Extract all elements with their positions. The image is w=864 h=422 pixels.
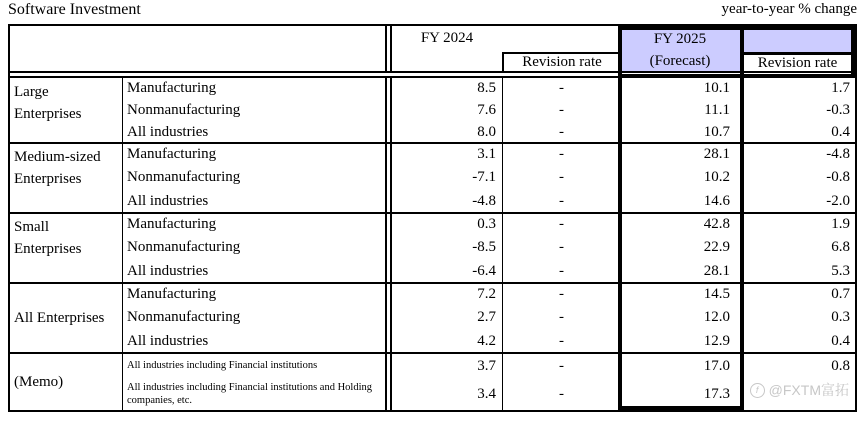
fy2024-value: 4.2 bbox=[477, 332, 496, 349]
fy2024-value: -6.4 bbox=[472, 262, 496, 279]
header-fy2024: FY 2024 bbox=[420, 30, 474, 46]
industry-cell bbox=[122, 283, 385, 353]
industry-label: Nonmanufacturing bbox=[127, 102, 241, 118]
fy2024-revision-value: - bbox=[559, 239, 564, 256]
fy2024-values bbox=[392, 78, 502, 143]
fy2025-revision-value: -2.0 bbox=[826, 192, 850, 209]
fy2024-value: 3.4 bbox=[477, 386, 496, 403]
fy2025-forecast-values bbox=[620, 213, 740, 283]
fy2024-revision-value: - bbox=[559, 357, 564, 374]
fy2025-revision-value: 6.8 bbox=[831, 239, 850, 256]
industry-label: All industries bbox=[127, 262, 209, 279]
fy2024-values bbox=[392, 353, 502, 410]
fy2025-revision-value: 0.3 bbox=[831, 309, 850, 326]
industry-cell bbox=[122, 143, 385, 213]
fy2024-revision-value: - bbox=[559, 262, 564, 279]
fy2025-forecast-value: 14.5 bbox=[703, 286, 730, 303]
horizontal-double-rule bbox=[10, 71, 855, 78]
fy2024-revision-value: - bbox=[559, 216, 564, 233]
fy2024-revision-value: - bbox=[559, 80, 564, 97]
fy2024-value: 8.0 bbox=[477, 123, 496, 140]
fy2025-revision-value: -0.3 bbox=[826, 102, 850, 118]
header-revision-rate-fy2025: Revision rate bbox=[740, 52, 855, 71]
unit-note: year-to-year % change bbox=[721, 1, 857, 17]
fy2025-revision-value: 0.8 bbox=[831, 357, 850, 374]
header-revision-rate-fy2024: Revision rate bbox=[502, 52, 620, 71]
fy2025-revision-value: 0.4 bbox=[831, 123, 850, 140]
fy2025-revision-values bbox=[740, 143, 855, 213]
group-label-all: All Enterprises bbox=[14, 310, 105, 326]
fy2024-revision-values bbox=[502, 213, 620, 283]
header-fy2024-spacer bbox=[502, 26, 620, 52]
fy2024-revision-value: - bbox=[559, 192, 564, 209]
fy2025-forecast-value: 42.8 bbox=[703, 216, 730, 233]
fy2025-forecast-value: 28.1 bbox=[703, 146, 730, 163]
fy2025-forecast-value: 14.6 bbox=[703, 192, 730, 209]
fy2024-value: -4.8 bbox=[472, 192, 496, 209]
memo-industry-label: All industries including Financial institutions and Holding companies, etc. bbox=[127, 382, 372, 406]
fy2025-forecast-values bbox=[620, 353, 740, 410]
group-separator bbox=[10, 212, 855, 214]
group-label-large: Large Enterprises bbox=[14, 84, 82, 122]
fy2025-revision-value: 1.9 bbox=[831, 216, 850, 233]
header-empty-cell bbox=[10, 26, 385, 71]
fy2024-revision-values bbox=[502, 283, 620, 353]
fy2025-forecast-value: 12.0 bbox=[703, 309, 730, 326]
industry-label: Manufacturing bbox=[127, 146, 217, 163]
industry-label: All industries bbox=[127, 192, 209, 209]
fy2024-revision-value: - bbox=[559, 386, 564, 403]
page-title: Software Investment bbox=[8, 1, 141, 18]
fxtm-logo-icon: f bbox=[750, 383, 765, 398]
group-label-small: Small Enterprises bbox=[14, 219, 82, 257]
fy2024-values bbox=[392, 213, 502, 283]
group-label-medium: Medium-sized Enterprises bbox=[14, 149, 101, 187]
watermark-text: @FXTM富拓 bbox=[768, 382, 849, 398]
industry-cell-memo bbox=[122, 353, 385, 410]
fy2024-value: -8.5 bbox=[472, 239, 496, 256]
fy2025-forecast-value: 11.1 bbox=[704, 102, 730, 118]
fy2025-revision-value: 5.3 bbox=[831, 262, 850, 279]
fy2024-value: 7.2 bbox=[477, 286, 496, 303]
group-separator bbox=[10, 352, 855, 354]
fy2024-revision-values bbox=[502, 353, 620, 410]
fy2024-value: 3.7 bbox=[477, 357, 496, 374]
fy2025-forecast-value: 10.7 bbox=[703, 123, 730, 140]
industry-label: All industries bbox=[127, 123, 209, 140]
industry-cell bbox=[122, 213, 385, 283]
software-investment-table bbox=[8, 24, 857, 412]
industry-label: Manufacturing bbox=[127, 286, 217, 303]
fy2025-revision-values bbox=[740, 283, 855, 353]
fy2025-revision-value: -0.8 bbox=[826, 169, 850, 186]
group-separator bbox=[10, 282, 855, 284]
fy2025-forecast-value: 10.1 bbox=[703, 80, 730, 97]
fy2024-values bbox=[392, 283, 502, 353]
header-fy2025-extension bbox=[740, 26, 855, 52]
fy2024-revision-values bbox=[502, 78, 620, 143]
fy2025-revision-value: -4.8 bbox=[826, 146, 850, 163]
fy2024-revision-value: - bbox=[559, 123, 564, 140]
fy2025-forecast-value: 12.9 bbox=[703, 332, 730, 349]
industry-cell bbox=[122, 78, 385, 143]
fy2024-revision-value: - bbox=[559, 332, 564, 349]
fy2024-revision-values bbox=[502, 143, 620, 213]
fy2024-value: 2.7 bbox=[477, 309, 496, 326]
fy2024-value: -7.1 bbox=[472, 169, 496, 186]
group-label-memo: (Memo) bbox=[14, 373, 64, 390]
fy2024-revision-value: - bbox=[559, 309, 564, 326]
fy2024-value: 3.1 bbox=[477, 146, 496, 163]
group-separator bbox=[10, 142, 855, 144]
fy2025-revision-value: 0.4 bbox=[831, 332, 850, 349]
fy2025-forecast-values bbox=[620, 143, 740, 213]
industry-label: Nonmanufacturing bbox=[127, 239, 241, 256]
header-forecast: (Forecast) bbox=[620, 52, 740, 71]
fy2025-revision-values bbox=[740, 213, 855, 283]
fy2024-value: 7.6 bbox=[477, 102, 496, 118]
memo-industry-label: All industries including Financial institutions bbox=[127, 360, 318, 371]
fy2025-revision-value: 1.7 bbox=[831, 80, 850, 97]
fy2025-forecast-value: 10.2 bbox=[703, 169, 730, 186]
industry-label: Manufacturing bbox=[127, 216, 217, 233]
fy2025-revision-values bbox=[740, 78, 855, 143]
industry-label: All industries bbox=[127, 332, 209, 349]
fy2024-value: 8.5 bbox=[477, 80, 496, 97]
fy2025-forecast-values bbox=[620, 78, 740, 143]
industry-label: Nonmanufacturing bbox=[127, 169, 241, 186]
header-fy2025: FY 2025 bbox=[620, 26, 740, 52]
watermark bbox=[750, 380, 849, 400]
fy2024-revision-value: - bbox=[559, 102, 564, 118]
fy2024-revision-value: - bbox=[559, 146, 564, 163]
fy2025-forecast-value: 17.0 bbox=[703, 357, 730, 374]
fy2025-revision-value: 0.7 bbox=[831, 286, 850, 303]
fy2025-forecast-value: 22.9 bbox=[703, 239, 730, 256]
industry-label: Nonmanufacturing bbox=[127, 309, 241, 326]
fy2024-revision-value: - bbox=[559, 169, 564, 186]
fy2025-forecast-value: 28.1 bbox=[703, 262, 730, 279]
industry-label: Manufacturing bbox=[127, 80, 217, 97]
fy2025-forecast-value: 17.3 bbox=[703, 386, 730, 403]
fy2024-values bbox=[392, 143, 502, 213]
fy2024-value: 0.3 bbox=[477, 216, 496, 233]
fy2024-revision-value: - bbox=[559, 286, 564, 303]
fy2025-forecast-values bbox=[620, 283, 740, 353]
